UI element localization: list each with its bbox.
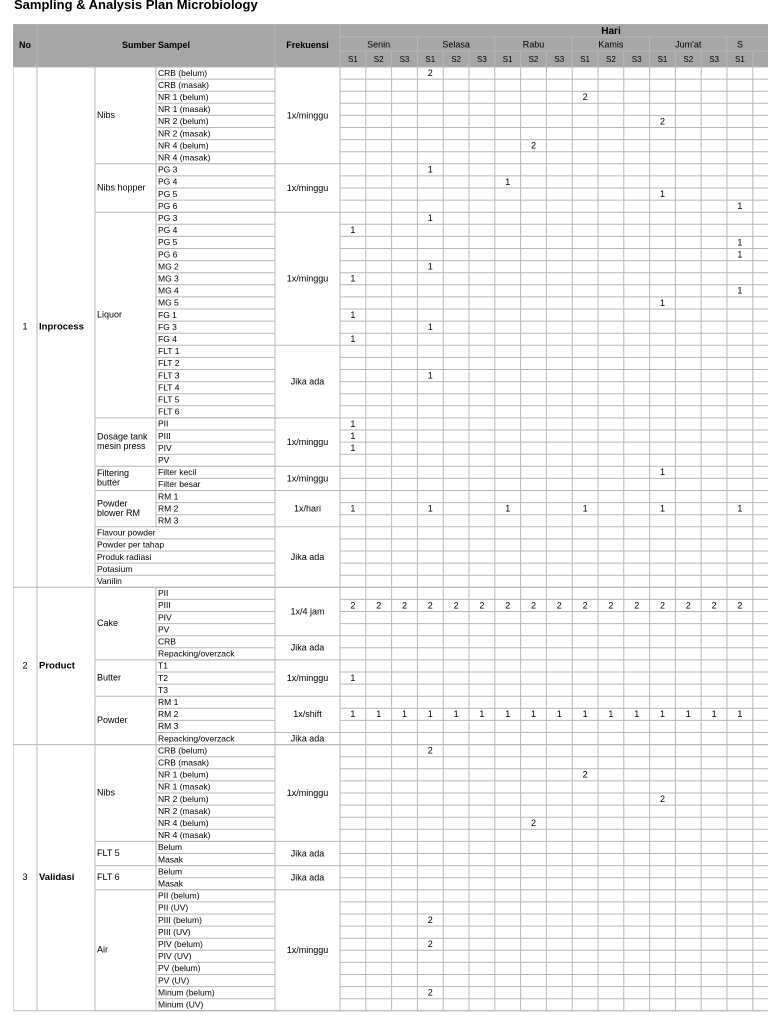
header-shift: S3 — [554, 55, 565, 65]
item-label: PG 3 — [158, 164, 178, 175]
schedule-value: 1 — [376, 709, 382, 720]
schedule-value: 2 — [427, 939, 433, 950]
item-label: PV (belum) — [158, 963, 201, 974]
header-hari: Hari — [601, 26, 621, 38]
header-shift: S2 — [528, 55, 539, 65]
item-label: PG 6 — [158, 200, 178, 211]
frequency-label: 1x/shift — [293, 709, 322, 720]
item-label: PG 4 — [158, 176, 178, 187]
schedule-value: 1 — [427, 322, 433, 333]
schedule-value: 2 — [427, 600, 433, 611]
schedule-value: 1 — [505, 503, 511, 514]
section-name: Validasi — [39, 872, 75, 884]
table-grid — [13, 24, 768, 1016]
schedule-value: 2 — [427, 67, 433, 78]
header-shift: S3 — [477, 55, 487, 65]
schedule-value: 2 — [530, 140, 537, 151]
item-label: PIV — [158, 612, 172, 623]
group-label: mesin press — [97, 441, 146, 452]
frequency-label: 1x/minggu — [286, 473, 329, 484]
item-label: PG 5 — [158, 237, 178, 248]
item-label: NR 1 (belum) — [158, 92, 209, 102]
item-label: NR 2 (belum) — [158, 793, 209, 804]
schedule-value: 1 — [427, 261, 433, 272]
schedule-value: 2 — [634, 600, 640, 611]
schedule-value: 1 — [350, 418, 356, 429]
schedule-value: 2 — [582, 769, 588, 780]
item-label: NR 1 (masak) — [158, 104, 211, 115]
schedule-value: 2 — [427, 987, 433, 998]
header-shift: S2 — [683, 55, 694, 65]
item-label: RM 2 — [158, 709, 179, 720]
item-label: PIV (belum) — [158, 939, 203, 949]
item-label: CRB (masak) — [158, 757, 210, 768]
frequency-label: Jika ada — [290, 848, 325, 859]
item-label: Flavour powder — [97, 527, 156, 538]
frequency-label: 1x/minggu — [286, 110, 329, 121]
header-day: Rabu — [522, 39, 545, 50]
item-label: PIII — [158, 600, 171, 611]
item-label: T2 — [158, 672, 168, 683]
item-label: NR 1 (masak) — [158, 781, 211, 792]
sampling-plan-table — [13, 24, 768, 1016]
schedule-value: 1 — [582, 709, 588, 720]
item-label: Masak — [158, 854, 184, 865]
group-label: Air — [97, 944, 108, 955]
header-shift: S2 — [451, 55, 461, 65]
item-label: T1 — [158, 660, 168, 671]
item-label: PIII (belum) — [158, 914, 202, 925]
item-label: FLT 1 — [158, 346, 180, 357]
section-number: 3 — [22, 872, 28, 883]
schedule-value: 2 — [659, 116, 666, 127]
schedule-value: 2 — [376, 600, 382, 611]
item-label: Minum (UV) — [158, 999, 204, 1010]
schedule-value: 2 — [556, 600, 562, 611]
group-label: Powder — [97, 714, 128, 725]
group-label: butter — [97, 477, 121, 488]
schedule-value: 1 — [427, 213, 433, 224]
item-label: PG 4 — [158, 225, 178, 236]
item-label: FG 3 — [158, 321, 177, 332]
header-shift: S3 — [399, 55, 410, 65]
schedule-value: 1 — [659, 709, 666, 720]
schedule-value: 1 — [608, 709, 614, 720]
item-label: PIII — [158, 430, 171, 441]
schedule-value: 1 — [350, 672, 356, 683]
item-label: NR 4 (belum) — [158, 818, 209, 828]
item-label: PII — [158, 588, 169, 599]
header-day: Jum'at — [675, 39, 702, 50]
item-label: CRB (belum) — [158, 745, 208, 756]
frequency-label: 1x/4 jam — [290, 606, 325, 617]
group-label: Nibs hopper — [97, 182, 146, 193]
schedule-value: 2 — [685, 600, 691, 611]
schedule-value: 2 — [737, 600, 743, 611]
item-label: NR 2 (masak) — [158, 805, 211, 816]
item-label: CRB — [158, 636, 176, 647]
frequency-label: Jika ada — [290, 551, 325, 562]
item-label: MG 4 — [158, 285, 179, 296]
frequency-label: 1x/hari — [293, 503, 322, 514]
item-label: FLT 2 — [158, 358, 180, 369]
group-label: Dosage tank — [97, 431, 148, 442]
item-label: NR 4 (masak) — [158, 152, 211, 163]
group-label: FLT 6 — [97, 872, 120, 883]
schedule-value: 1 — [556, 709, 562, 720]
schedule-value: 2 — [505, 600, 511, 611]
schedule-value: 1 — [659, 297, 666, 308]
schedule-value: 2 — [659, 600, 666, 611]
schedule-value: 2 — [427, 914, 433, 925]
item-label: Filter besar — [158, 479, 201, 490]
header-shift: S1 — [580, 55, 590, 65]
item-label: NR 1 (belum) — [158, 769, 209, 780]
schedule-value: 1 — [659, 467, 666, 478]
header-day: S — [736, 39, 744, 50]
item-label: PII (UV) — [158, 902, 189, 913]
item-label: PIV (UV) — [158, 951, 192, 962]
item-label: PG 6 — [158, 249, 178, 260]
item-label: MG 2 — [158, 261, 179, 272]
header-day: Senin — [367, 39, 391, 50]
group-label: Nibs — [97, 109, 116, 120]
section-number: 2 — [22, 660, 28, 671]
header-shift: S1 — [735, 55, 745, 65]
schedule-value: 1 — [350, 225, 356, 236]
frequency-label: Jika ada — [290, 376, 325, 387]
schedule-value: 1 — [582, 503, 588, 514]
schedule-value: 1 — [350, 309, 356, 320]
item-label: CRB (belum) — [158, 67, 208, 78]
frequency-label: 1x/minggu — [286, 672, 329, 683]
item-label: NR 2 (masak) — [158, 128, 211, 139]
schedule-value: 1 — [659, 188, 666, 199]
schedule-value: 1 — [350, 443, 356, 454]
item-label: Vanilin — [97, 576, 122, 586]
group-label: Filtering — [97, 468, 130, 479]
header-shift: S1 — [657, 55, 668, 65]
header-shift: S1 — [502, 55, 513, 65]
header-sumber-sampel: Sumber Sampel — [121, 39, 191, 50]
schedule-value: 2 — [350, 600, 356, 611]
group-label: FLT 5 — [97, 847, 120, 858]
item-label: NR 4 (masak) — [158, 830, 211, 841]
header-shift: S1 — [425, 55, 436, 65]
header-shift: S3 — [631, 55, 642, 65]
header-no: No — [19, 39, 31, 50]
schedule-value: 2 — [479, 600, 485, 611]
schedule-value: 2 — [608, 600, 614, 611]
item-label: FLT 6 — [158, 406, 180, 417]
item-label: PII (belum) — [158, 890, 200, 901]
header-frekuensi: Frekuensi — [286, 39, 329, 50]
item-label: Masak — [158, 878, 184, 889]
schedule-value: 2 — [530, 818, 537, 829]
schedule-value: 1 — [350, 430, 356, 441]
schedule-value: 2 — [530, 600, 537, 611]
item-label: RM 2 — [158, 503, 179, 514]
item-label: PIV — [158, 442, 172, 453]
schedule-value: 1 — [659, 503, 666, 514]
frequency-label: 1x/minggu — [286, 787, 329, 798]
item-label: Filter kecil — [158, 467, 197, 478]
schedule-value: 1 — [737, 201, 743, 212]
header-shift: S2 — [373, 55, 384, 65]
item-label: FLT 4 — [158, 382, 180, 393]
schedule-value: 1 — [685, 709, 691, 720]
document-title: Sampling & Analysis Plan Microbiology — [14, 0, 258, 12]
item-label: PII — [158, 418, 169, 429]
schedule-value: 1 — [350, 709, 356, 720]
schedule-value: 2 — [711, 600, 717, 611]
item-label: PV — [158, 455, 170, 465]
item-label: PG 3 — [158, 213, 178, 223]
schedule-value: 1 — [453, 709, 459, 720]
schedule-value: 1 — [530, 709, 537, 720]
header-day: Selasa — [442, 39, 470, 50]
group-label: Cake — [97, 617, 119, 628]
item-label: NR 4 (belum) — [158, 140, 209, 151]
item-label: FG 1 — [158, 309, 177, 320]
schedule-value: 1 — [350, 273, 356, 284]
item-label: PV — [158, 624, 170, 635]
item-label: PG 5 — [158, 188, 178, 199]
section-name: Product — [39, 660, 75, 672]
schedule-value: 2 — [401, 600, 408, 611]
schedule-value: 2 — [582, 92, 588, 103]
frequency-label: 1x/minggu — [286, 182, 329, 193]
schedule-value: 1 — [427, 164, 433, 175]
schedule-value: 1 — [737, 249, 743, 260]
schedule-value: 2 — [427, 745, 433, 756]
item-label: FLT 5 — [158, 394, 180, 405]
item-label: Belum — [158, 866, 183, 877]
item-label: FLT 3 — [158, 370, 180, 381]
frequency-label: Jika ada — [290, 642, 325, 653]
item-label: Belum — [158, 842, 183, 853]
item-label: RM 3 — [158, 515, 179, 526]
item-label: FG 4 — [158, 334, 177, 344]
item-label: PV (UV) — [158, 975, 190, 986]
schedule-value: 2 — [659, 793, 666, 804]
header-shift: S2 — [606, 55, 616, 65]
schedule-value: 1 — [711, 709, 717, 720]
item-label: Repacking/overzack — [158, 733, 235, 744]
group-label: Powder — [97, 498, 128, 509]
schedule-value: 1 — [737, 503, 743, 514]
section-number: 1 — [22, 321, 28, 332]
item-label: CRB (masak) — [158, 79, 210, 90]
schedule-value: 1 — [505, 176, 511, 187]
item-label: Powder per tahap — [97, 539, 165, 550]
schedule-value: 1 — [634, 709, 640, 720]
header-day: Kamis — [598, 39, 624, 50]
header-shift: S1 — [348, 55, 358, 65]
item-label: MG 5 — [158, 297, 179, 308]
item-label: Potasium — [97, 563, 133, 574]
frequency-label: 1x/minggu — [286, 945, 329, 956]
schedule-value: 1 — [427, 503, 433, 514]
item-label: T3 — [158, 684, 168, 695]
schedule-value: 1 — [505, 709, 511, 720]
item-label: PIII (UV) — [158, 926, 191, 937]
frequency-label: 1x/minggu — [286, 273, 329, 284]
schedule-value: 2 — [453, 600, 459, 611]
group-label: Butter — [97, 672, 122, 683]
item-label: Minum (belum) — [158, 987, 215, 998]
section-name: Inprocess — [39, 321, 84, 333]
header-shift: S3 — [709, 55, 719, 65]
schedule-value: 1 — [350, 334, 356, 345]
schedule-value: 2 — [582, 600, 588, 611]
item-label: RM 3 — [158, 721, 179, 732]
item-label: MG 3 — [158, 273, 179, 284]
schedule-value: 1 — [427, 709, 433, 720]
frequency-label: 1x/minggu — [286, 436, 329, 447]
item-label: Repacking/overzack — [158, 648, 235, 659]
frequency-label: Jika ada — [290, 733, 325, 744]
item-label: RM 1 — [158, 697, 179, 707]
schedule-value: 1 — [427, 370, 433, 381]
group-label: blower RM — [97, 507, 141, 518]
item-label: NR 2 (belum) — [158, 116, 209, 127]
schedule-value: 1 — [350, 503, 356, 514]
group-label: Liquor — [97, 309, 123, 320]
schedule-value: 1 — [737, 709, 743, 720]
item-label: Produk radiasi — [97, 551, 152, 562]
group-label: Nibs — [97, 787, 116, 798]
schedule-value: 1 — [401, 709, 408, 720]
item-label: RM 1 — [158, 491, 179, 502]
schedule-value: 1 — [479, 709, 485, 720]
schedule-value: 1 — [737, 237, 743, 248]
schedule-value: 1 — [737, 285, 743, 296]
frequency-label: Jika ada — [290, 872, 325, 883]
